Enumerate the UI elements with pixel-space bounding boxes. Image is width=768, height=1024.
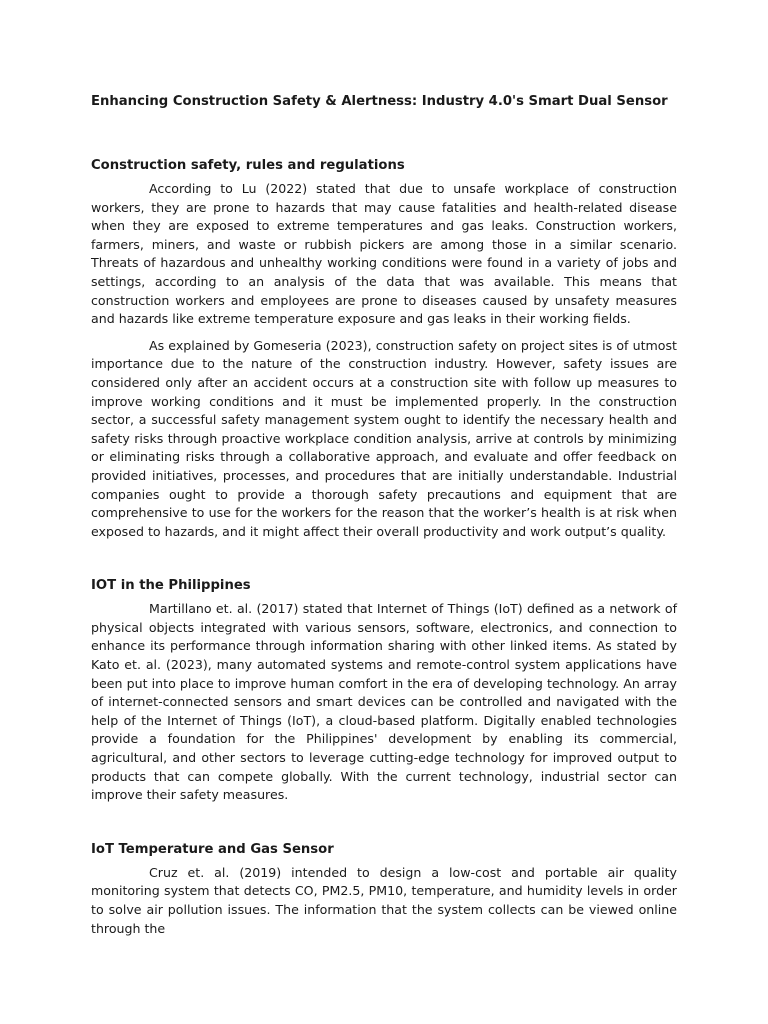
paragraph: According to Lu (2022) stated that due to unsafe workplace of construction workers, they are prone to hazards that may cause fatalities and health-related disease when they are exposed to extreme temperatures and gas leaks. Construction workers, farmers, miners, and waste or rubbish pickers are among those in a similar scenario. Threats of hazardous and unhealthy working conditions were found in a variety of jobs and settings, according to an analysis of the data that was available. This means that construction workers and employees are prone to diseases caused by unsafety measures and hazards like extreme temperature exposure and gas leaks in their working fields. [91,181,677,327]
section-iot-sensor [91,840,677,938]
section-heading: IOT in the Philippines [91,578,251,594]
section-iot-philippines [91,576,677,805]
section-spacer [91,813,677,840]
section-heading: Construction safety, rules and regulations [91,158,405,173]
paragraph: Cruz et. al. (2019) intended to design a low-cost and portable air quality monitoring system that detects CO, PM2.5, PM10, temperature, and humidity levels in order to solve air pollution issues. The information that the system collects can be viewed online through the [91,864,677,936]
paragraph: As explained by Gomeseria (2023), construction safety on project sites is of utmost importance due to the nature of the construction industry. However, safety issues are considered only after an accident occurs at a construction site with follow up measures to improve working conditions and it must be implemented properly. In the construction sector, a successful safety management system ought to identify the necessary health and safety risks through proactive workplace condition analysis, arrive at controls by minimizing or eliminating risks through a collaborative approach, and evaluate and offer feedback on provided initiatives, processes, and procedures that are initially understandable. Industrial companies ought to provide a thorough safety precautions and equipment that are comprehensive to use for the workers for the reason that the worker’s health is at risk when exposed to hazards, and it might affect their overall productivity and work output’s quality. [91,337,677,539]
section-construction-safety [91,156,677,541]
section-spacer [91,549,677,576]
document-title: Enhancing Construction Safety & Alertness: Industry 4.0's Smart Dual Sensor [91,94,668,109]
paragraph: Martillano et. al. (2017) stated that Internet of Things (IoT) defined as a network of physical objects integrated with various sensors, software, electronics, and connection to enhance its performance through information sharing with other linked items. As stated by Kato et. al. (2023), many automated systems and remote-control system applications have been put into place to improve human comfort in the era of developing technology. An array of internet-connected sensors and smart devices can be controlled and navigated with the help of the Internet of Things (IoT), a cloud-based platform. Digitally enabled technologies provide a foundation for the Philippines' development by enabling its commercial, agricultural, and other sectors to leverage cutting-edge technology for improved output to products that can compete globally. With the current technology, industrial sector can improve their safety measures. [91,601,677,803]
section-heading: IoT Temperature and Gas Sensor [91,841,334,857]
